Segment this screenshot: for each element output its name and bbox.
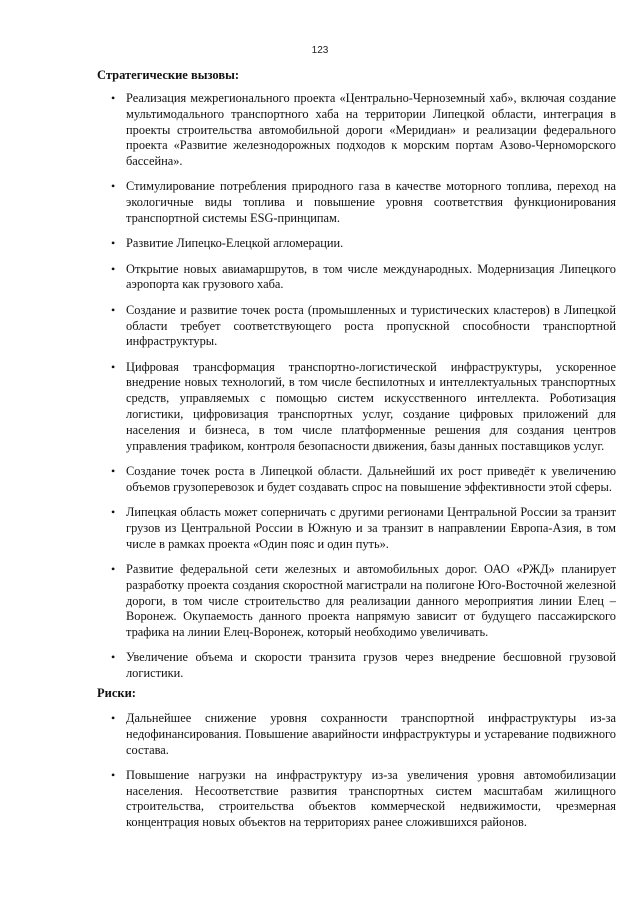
- bullet-icon: •: [111, 650, 116, 665]
- bullet-icon: •: [111, 767, 116, 782]
- list-item-text: Липецкая область может соперничать с другими регионами Центральной России за транзит грузов из Центральной России в Южную и за транзит в направлении Европа-Азия, в том числе в рамках проекта «Один пояс и один путь».: [126, 505, 616, 551]
- list-item-text: Открытие новых авиамаршрутов, в том числе международных. Модернизация Липецкого аэропорта как грузового хаба.: [126, 261, 616, 292]
- bullet-icon: •: [111, 261, 116, 276]
- list-item: [0, 768, 640, 831]
- list-item: [0, 179, 640, 226]
- bullet-icon: •: [111, 179, 116, 194]
- bullet-icon: •: [111, 711, 116, 725]
- list-item-text: Развитие Липецко-Елецкой агломерации.: [126, 236, 344, 251]
- list-item: [0, 711, 640, 758]
- section-heading-strategic-challenges: Стратегические вызовы:: [97, 68, 240, 82]
- strategic-challenges-list: [0, 91, 640, 692]
- risks-list: [0, 711, 640, 841]
- list-item-text: Стимулирование потребления природного газа в качестве моторного топлива, переход на экологичные виды топлива и повышение уровня соответствия функционирования транспортной системы ESG-принципам.: [126, 179, 616, 226]
- list-item-text: Увеличение объема и скорости транзита грузов через внедрение бесшовной грузовой логистики.: [126, 650, 616, 681]
- list-item-text: Цифровая трансформация транспортно-логистической инфраструктуры, ускоренное внедрение новых технологий, в том числе беспилотных и интеллектуальных транспортных средств, управляемых с помощью систем искусственного интеллекта. Роботизация логистики, цифровизация транспортных услуг, создание цифровых приложений для населения и бизнеса, в том числе платформенные решения для создания центров управления трафиком, контроля безопасности движения, базы данных поставщиков услуг.: [126, 359, 616, 453]
- list-item-text: Повышение нагрузки на инфраструктуру из-за увеличения уровня автомобилизации населения. Несоответствие развития транспортных систем масштабам жилищного строительства, строительства объектов коммерческой недвижимости, чрезмерная концентрация новых объектов на территориях ранее сложившихся районов.: [126, 767, 616, 830]
- list-item-text: Развитие федеральной сети железных и автомобильных дорог. ОАО «РЖД» планирует разработку проекта создания скоростной магистрали на полигоне Юго-Восточной железной дороги, в том числе строительство для реализации данного мероприятия линии Елец – Воронеж. Окупаемость данного проекта напрямую зависит от будущего пассажирского трафика на линии Елец-Воронеж, который необходимо увеличивать.: [126, 561, 616, 640]
- page-number: 123: [311, 45, 329, 56]
- list-item-text: Дальнейшее снижение уровня сохранности транспортной инфраструктуры из-за недофинансирования. Повышение аварийности инфраструктуры и устаревание подвижного состава.: [126, 711, 616, 757]
- list-item: [0, 464, 640, 496]
- list-item: [0, 360, 640, 455]
- list-item: [0, 562, 640, 641]
- list-item: [0, 303, 640, 350]
- list-item: [0, 91, 640, 170]
- bullet-icon: •: [111, 302, 116, 317]
- bullet-icon: •: [111, 236, 116, 251]
- list-item: [0, 262, 640, 294]
- list-item-text: Создание точек роста в Липецкой области. Дальнейший их рост приведёт к увеличению объемов грузоперевозок и будет создавать спрос на повышение эффективности этой сферы.: [126, 463, 616, 494]
- bullet-icon: •: [111, 359, 116, 374]
- list-item-text: Реализация межрегионального проекта «Центрально-Черноземный хаб», включая создание мультимодального транспортного хаба на территории Липецкой области, интеграция в проекты строительства автомобильной дороги «Меридиан» и реализации федерального проекта «Развитие железнодорожных подходов к морским портам Азово-Черноморского бассейна».: [126, 91, 616, 169]
- bullet-icon: •: [111, 561, 116, 576]
- bullet-icon: •: [111, 91, 116, 105]
- bullet-icon: •: [111, 505, 116, 520]
- list-item: [0, 650, 640, 682]
- list-item: [0, 236, 640, 252]
- list-item-text: Создание и развитие точек роста (промышленных и туристических кластеров) в Липецкой области требует соответствующего роста пропускной способности транспортной инфраструктуры.: [126, 302, 616, 349]
- section-heading-risks: Риски:: [97, 686, 136, 700]
- list-item: [0, 505, 640, 552]
- bullet-icon: •: [111, 463, 116, 478]
